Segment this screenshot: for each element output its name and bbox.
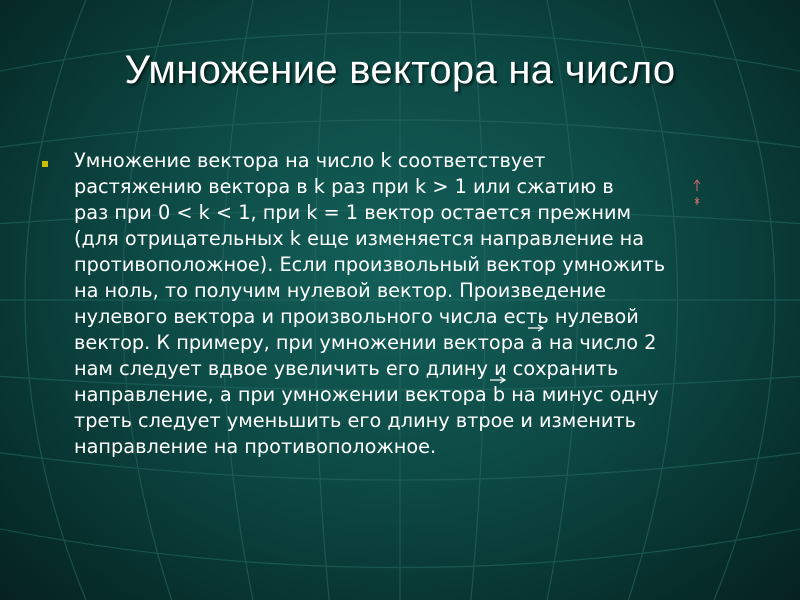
- text-line-11: треть следует уменьшить его длину втрое и изменить: [74, 409, 636, 432]
- vector-a: [531, 330, 543, 356]
- text-line-3: раз при 0 < k < 1, при k = 1 вектор остается прежним: [74, 201, 632, 224]
- text-line-4: (для отрицательных k еще изменяется направление на: [74, 227, 645, 250]
- text-line-5: противоположное). Если произвольный вектор умножить: [74, 253, 666, 276]
- vector-a-letter: a: [530, 331, 543, 354]
- bullet-marker: [42, 161, 48, 167]
- text-line-8-start: вектор. К примеру, при умножении вектора: [74, 331, 531, 354]
- vector-b-letter: b: [492, 383, 506, 406]
- text-line-10-end: на минус одну: [505, 383, 659, 406]
- text-line-9: нам следует вдвое увеличить его длину и сохранить: [74, 357, 619, 380]
- text-line-6: на ноль, то получим нулевой вектор. Произведение: [74, 279, 606, 302]
- bullet-text: [74, 148, 754, 460]
- text-line-8: [74, 330, 754, 356]
- slide-title: Умножение вектора на число: [124, 48, 676, 92]
- vector-arrow-icon: [489, 376, 507, 384]
- text-line-1: Умножение вектора на число k соответствует: [74, 149, 546, 172]
- text-line-10-start: направление, а при умножении вектора: [74, 383, 493, 406]
- text-line-10: [74, 382, 754, 408]
- text-line-12: направление на противоположное.: [74, 435, 437, 458]
- vector-arrow-icon: [527, 324, 545, 332]
- text-line-2: растяжению вектора в k раз при k > 1 или сжатию в: [74, 175, 614, 198]
- vector-b: [493, 382, 505, 408]
- text-line-7: нулевого вектора и произвольного числа есть нулевой: [74, 305, 639, 328]
- formula-fragment-icon: [690, 178, 704, 208]
- text-line-8-end: на число 2: [542, 331, 657, 354]
